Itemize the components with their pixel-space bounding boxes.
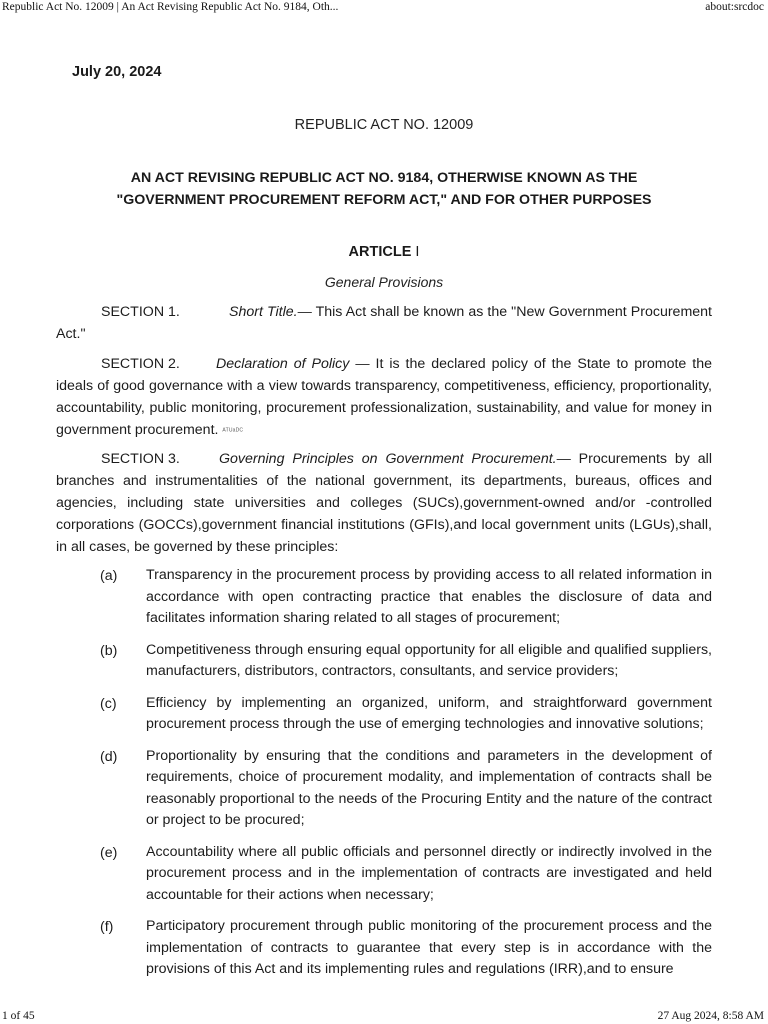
list-item [100, 640, 712, 683]
section-2-label: SECTION 2. [101, 356, 180, 372]
section-3-heading: Governing Principles on Government Procurement.— [219, 451, 571, 467]
list-item-text: Accountability where all public officials and personnel directly or indirectly involved in the procurement process and in the implementation of contracts are investigated and held accountable for their actions when necessary; [146, 843, 712, 903]
list-item-label: (d) [100, 748, 118, 765]
list-item [100, 693, 712, 736]
list-item [100, 916, 712, 981]
list-item-text: Proportionality by ensuring that the conditions and parameters in the development of requirements, choice of procurement modality, and implementation of contracts shall be reasonably proportional to the needs of the Procuring Entity and the nature of the contract or project to be procured; [146, 747, 712, 828]
republic-act-number: REPUBLIC ACT NO. 12009 [294, 117, 474, 133]
document-mark: ATUaDC [222, 427, 244, 434]
section-2-body: It is the declared policy of the State to promote the ideals of good governance with a view towards transparency, competitiveness, efficiency, proportionality, accountability, public monitoring, procurement professionalization, sustainability, and value for money in government procurement. [56, 356, 712, 438]
list-item-label: (e) [100, 844, 118, 861]
list-item [100, 746, 712, 832]
act-title-line-2: "GOVERNMENT PROCUREMENT REFORM ACT," AND FOR OTHER PURPOSES [116, 192, 652, 208]
article-subtitle: General Provisions [324, 274, 444, 290]
list-item-text: Participatory procurement through public monitoring of the procurement process and the implementation of contracts to guarantee that every step is in accordance with the provisions of this Act and its implementing rules and regulations (IRR),and to ensure [146, 918, 712, 977]
section-1-body: This Act shall be known as the "New Government Procurement Act." [56, 304, 712, 342]
article-heading [56, 244, 712, 260]
act-title-line-1: AN ACT REVISING REPUBLIC ACT NO. 9184, OTHERWISE KNOWN AS THE [130, 170, 638, 186]
list-item-text: Efficiency by implementing an organized, uniform, and straightforward government procurement process through the use of emerging technologies and innovative solutions; [146, 694, 712, 732]
article-label: ARTICLE [348, 244, 412, 260]
section-2 [56, 353, 712, 441]
browser-url: about:srcdoc [705, 1, 764, 13]
list-item-label: (a) [100, 568, 118, 584]
list-item [100, 842, 712, 907]
browser-tab-title: Republic Act No. 12009 | An Act Revising Republic Act No. 9184, Oth... [2, 1, 339, 13]
article-numeral: I [415, 244, 420, 260]
principles-list [100, 565, 712, 991]
list-item-label: (f) [100, 919, 114, 935]
section-3 [56, 448, 712, 558]
section-3-label: SECTION 3. [101, 451, 180, 467]
section-1-heading: Short Title.— [229, 304, 312, 320]
list-item [100, 565, 712, 630]
section-3-body: Procurements by all branches and instrumentalities of the national government, its departments, bureaus, offices and agencies, including state universities and colleges (SUCs),government-owned and/or -controlled corporations (GOCCs),government financial institutions (GFIs),and local government units (LGUs),shall, in all cases, be governed by these principles: [56, 451, 712, 555]
list-item-text: Transparency in the procurement process by providing access to all related information in accordance with open contracting practice that enables the disclosure of data and facilitates information sharing related to all stages of procurement; [146, 567, 712, 626]
section-2-heading: Declaration of Policy — [216, 356, 370, 372]
print-timestamp: 27 Aug 2024, 8:58 AM [657, 1010, 764, 1022]
document-date: July 20, 2024 [72, 64, 162, 80]
page-counter: 1 of 45 [2, 1010, 35, 1022]
list-item-text: Competitiveness through ensuring equal opportunity for all eligible and qualified suppliers, manufacturers, distributors, contractors, consultants, and service providers; [146, 641, 712, 679]
section-1-label: SECTION 1. [101, 304, 180, 320]
list-item-label: (c) [100, 695, 117, 712]
section-1 [56, 301, 712, 345]
list-item-label: (b) [100, 642, 118, 659]
act-title [56, 167, 712, 211]
